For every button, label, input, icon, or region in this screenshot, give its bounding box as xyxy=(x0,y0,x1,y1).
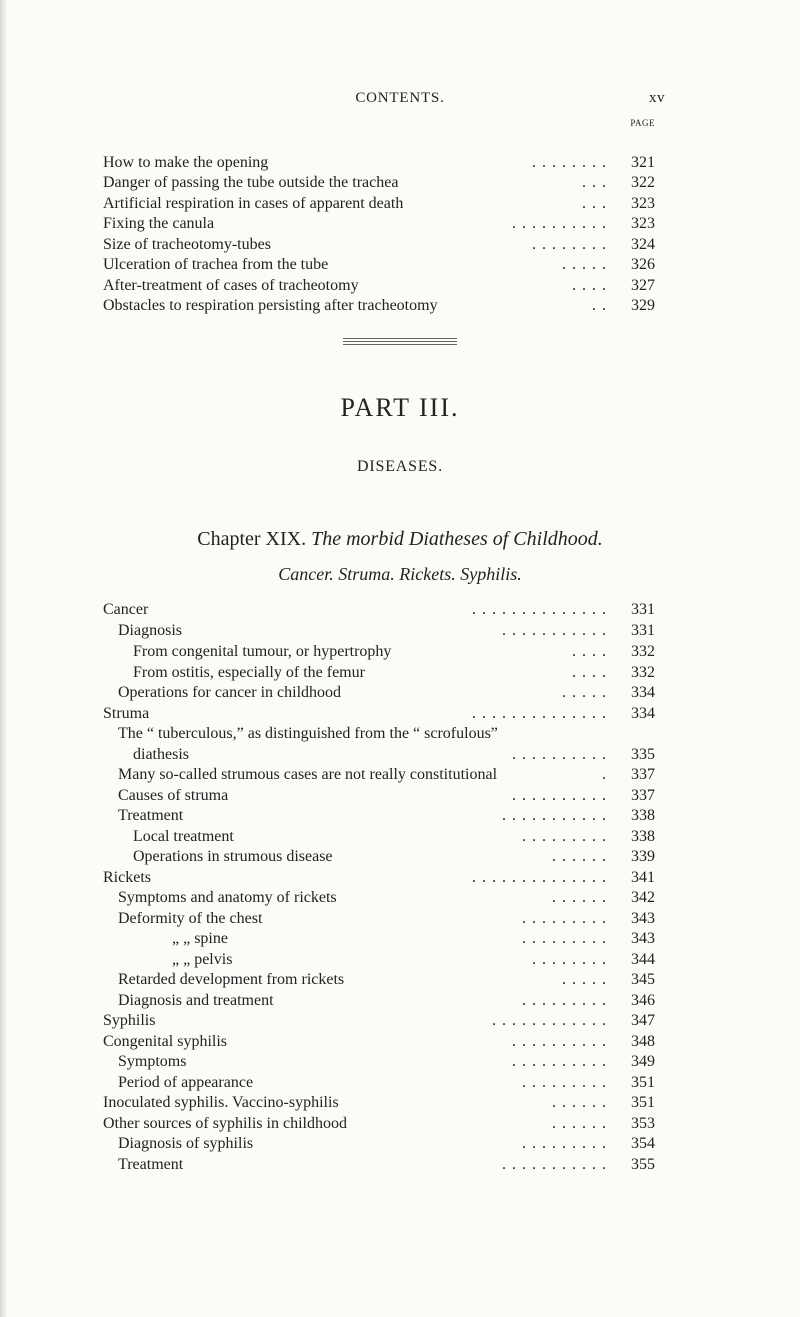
toc-page-number: 326 xyxy=(631,256,655,273)
toc-page-number: 329 xyxy=(631,297,655,314)
toc-leader-dots: ......... xyxy=(522,910,612,927)
toc-page-number: 355 xyxy=(631,1156,655,1173)
toc-page-number: 321 xyxy=(631,154,655,171)
toc-entry xyxy=(103,599,655,621)
toc-page-number: 331 xyxy=(631,601,655,618)
toc-page-number: 337 xyxy=(631,787,655,804)
toc-entry-title: Fixing the canula xyxy=(103,215,215,232)
toc-leader-dots: ...... xyxy=(552,1094,612,1111)
toc-page-number: 346 xyxy=(631,992,655,1009)
toc-entry xyxy=(118,723,655,745)
toc-leader-dots: ...... xyxy=(552,848,612,865)
toc-entry-title: From ostitis, especially of the femur xyxy=(133,664,365,681)
toc-entry xyxy=(103,1031,655,1053)
toc-entry xyxy=(118,1072,655,1094)
toc-page-number: 323 xyxy=(631,195,655,212)
toc-entry-title: Syphilis xyxy=(103,1012,156,1029)
toc-entry xyxy=(133,744,655,766)
toc-leader-dots: ......... xyxy=(522,1074,612,1091)
toc-entry xyxy=(118,969,655,991)
toc-page-number: 322 xyxy=(631,174,655,191)
toc-leader-dots: .... xyxy=(572,643,612,660)
toc-entry-title: Inoculated syphilis. Vaccino-syphilis xyxy=(103,1094,339,1111)
toc-page-number: 341 xyxy=(631,869,655,886)
toc-entry-title: Operations for cancer in childhood xyxy=(118,684,342,701)
toc-entry-title: Artificial respiration in cases of apparent death xyxy=(103,195,404,212)
toc-leader-dots: ............ xyxy=(492,1012,612,1029)
toc-entry-title: From congenital tumour, or hypertrophy xyxy=(133,643,392,660)
toc-entry-title: Diagnosis of syphilis xyxy=(118,1135,254,1152)
toc-entry-title: Diagnosis and treatment xyxy=(118,992,274,1009)
toc-entry-title: The “ tuberculous,” as distinguished from the “ scrofulous” xyxy=(118,725,498,742)
toc-entry xyxy=(118,990,655,1012)
toc-entry xyxy=(118,620,655,642)
toc-page-number: 345 xyxy=(631,971,655,988)
toc-entry-title: Cancer xyxy=(103,601,149,618)
toc-page-number: 334 xyxy=(631,684,655,701)
toc-entry xyxy=(103,275,655,297)
toc-entry xyxy=(103,1010,655,1032)
toc-entry xyxy=(103,703,655,725)
toc-entry-title: How to make the opening xyxy=(103,154,269,171)
toc-entry xyxy=(103,172,655,194)
chapter-label: Chapter XIX. xyxy=(197,528,307,550)
toc-page-number: 334 xyxy=(631,705,655,722)
toc-entry xyxy=(118,1154,655,1176)
toc-leader-dots: .. xyxy=(592,297,612,314)
toc-leader-dots: ........ xyxy=(532,154,612,171)
toc-page-number: 332 xyxy=(631,664,655,681)
toc-entry xyxy=(118,682,655,704)
toc-entry xyxy=(118,1133,655,1155)
toc-leader-dots: .......... xyxy=(512,1053,612,1070)
toc-leader-dots: ......... xyxy=(522,992,612,1009)
toc-entry-title: After-treatment of cases of tracheotomy xyxy=(103,277,359,294)
toc-page-number: 348 xyxy=(631,1033,655,1050)
part-subtitle: DISEASES. xyxy=(357,458,443,475)
toc-page-number: 337 xyxy=(631,766,655,783)
toc-entry-title: Local treatment xyxy=(133,828,234,845)
toc-entry xyxy=(172,949,655,971)
toc-leader-dots: ......... xyxy=(522,828,612,845)
toc-leader-dots: ........... xyxy=(502,622,612,639)
toc-entry xyxy=(133,846,655,868)
toc-leader-dots: . xyxy=(602,766,612,783)
toc-entry xyxy=(118,785,655,807)
toc-page-number: 344 xyxy=(631,951,655,968)
toc-leader-dots: .......... xyxy=(512,746,612,763)
toc-entry-title: Causes of struma xyxy=(118,787,229,804)
toc-entry xyxy=(118,805,655,827)
toc-entry xyxy=(103,1113,655,1135)
toc-page-number: 338 xyxy=(631,828,655,845)
toc-entry xyxy=(103,867,655,889)
running-header-title: CONTENTS. xyxy=(355,90,445,106)
toc-leader-dots: ........... xyxy=(502,1156,612,1173)
chapter-subtitle: Cancer. Struma. Rickets. Syphilis. xyxy=(278,564,522,584)
toc-leader-dots: .......... xyxy=(512,215,612,232)
toc-page-number: 331 xyxy=(631,622,655,639)
toc-entry-title: Symptoms xyxy=(118,1053,187,1070)
toc-entry xyxy=(103,295,655,317)
toc-entry-title: diathesis xyxy=(133,746,189,763)
toc-leader-dots: ..... xyxy=(562,684,612,701)
part-title: PART III. xyxy=(340,393,460,422)
toc-leader-dots: .......... xyxy=(512,1033,612,1050)
toc-page-number: 324 xyxy=(631,236,655,253)
toc-page-number: 351 xyxy=(631,1094,655,1111)
divider-rule xyxy=(343,338,457,339)
toc-entry xyxy=(103,152,655,174)
chapter-heading xyxy=(0,528,800,551)
toc-page-number: 353 xyxy=(631,1115,655,1132)
toc-entry-title: Ulceration of trachea from the tube xyxy=(103,256,329,273)
toc-entry xyxy=(103,234,655,256)
toc-leader-dots: .............. xyxy=(472,869,612,886)
divider-rule xyxy=(343,341,457,342)
toc-entry-title: Other sources of syphilis in childhood xyxy=(103,1115,347,1132)
toc-leader-dots: ...... xyxy=(552,889,612,906)
toc-entry-title: Danger of passing the tube outside the trachea xyxy=(103,174,399,191)
toc-page-number: 349 xyxy=(631,1053,655,1070)
toc-entry-title: Struma xyxy=(103,705,150,722)
toc-leader-dots: ... xyxy=(582,195,612,212)
toc-entry xyxy=(103,1092,655,1114)
toc-page-number: 347 xyxy=(631,1012,655,1029)
toc-leader-dots: ......... xyxy=(522,930,612,947)
toc-leader-dots: .... xyxy=(572,664,612,681)
toc-entry-title: Diagnosis xyxy=(118,622,182,639)
toc-page-number: 339 xyxy=(631,848,655,865)
toc-entry-title: Treatment xyxy=(118,1156,184,1173)
toc-entry xyxy=(103,213,655,235)
toc-page-number: 335 xyxy=(631,746,655,763)
toc-leader-dots: .............. xyxy=(472,601,612,618)
toc-page-number: 343 xyxy=(631,910,655,927)
toc-entry-title: Deformity of the chest xyxy=(118,910,263,927)
toc-entry xyxy=(118,764,655,786)
toc-page-number: 343 xyxy=(631,930,655,947)
toc-entry-title: Congenital syphilis xyxy=(103,1033,227,1050)
toc-entry xyxy=(103,193,655,215)
toc-entry-title: „ „ pelvis xyxy=(172,951,233,968)
toc-entry-title: Rickets xyxy=(103,869,151,886)
page-edge xyxy=(0,0,6,1317)
toc-page-number: 342 xyxy=(631,889,655,906)
toc-entry-title: Obstacles to respiration persisting after tracheotomy xyxy=(103,297,438,314)
toc-entry-title: Period of appearance xyxy=(118,1074,254,1091)
toc-page-number: 323 xyxy=(631,215,655,232)
toc-page-number: 354 xyxy=(631,1135,655,1152)
toc-page-number: 351 xyxy=(631,1074,655,1091)
toc-leader-dots: .... xyxy=(572,277,612,294)
toc-entry-title: Operations in strumous disease xyxy=(133,848,333,865)
toc-leader-dots: ........ xyxy=(532,236,612,253)
toc-page-number: 338 xyxy=(631,807,655,824)
toc-leader-dots: ........ xyxy=(532,951,612,968)
toc-entry-title: „ „ spine xyxy=(172,930,228,947)
toc-entry-title: Retarded development from rickets xyxy=(118,971,345,988)
toc-leader-dots: ... xyxy=(582,174,612,191)
toc-leader-dots: ..... xyxy=(562,971,612,988)
toc-entry xyxy=(133,826,655,848)
toc-leader-dots: .............. xyxy=(472,705,612,722)
toc-entry xyxy=(172,928,655,950)
chapter-title: The morbid Diatheses of Childhood. xyxy=(311,528,603,550)
toc-entry xyxy=(133,641,655,663)
running-header-page-number: xv xyxy=(649,90,665,106)
toc-entry-title: Symptoms and anatomy of rickets xyxy=(118,889,337,906)
toc-leader-dots: .......... xyxy=(512,787,612,804)
toc-entry xyxy=(118,908,655,930)
toc-entry-title: Treatment xyxy=(118,807,184,824)
toc-entry xyxy=(118,1051,655,1073)
toc-page-number: 332 xyxy=(631,643,655,660)
toc-entry-title: Many so-called strumous cases are not really constitutional xyxy=(118,766,498,783)
page-column-label: PAGE xyxy=(630,118,655,128)
toc-leader-dots: ........... xyxy=(502,807,612,824)
toc-leader-dots: ..... xyxy=(562,256,612,273)
toc-leader-dots: ......... xyxy=(522,1135,612,1152)
toc-entry xyxy=(118,887,655,909)
toc-leader-dots: ...... xyxy=(552,1115,612,1132)
divider-rule xyxy=(343,344,457,345)
toc-entry xyxy=(103,254,655,276)
toc-entry-title: Size of tracheotomy-tubes xyxy=(103,236,271,253)
toc-entry xyxy=(133,662,655,684)
toc-page-number: 327 xyxy=(631,277,655,294)
